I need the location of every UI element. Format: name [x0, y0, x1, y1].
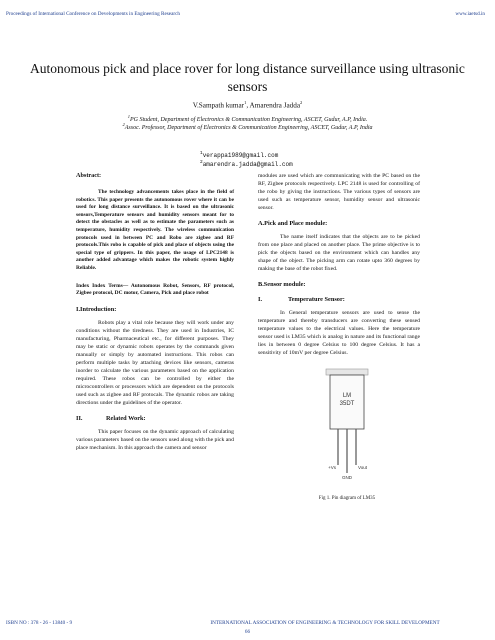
author-1-sup: 1: [244, 100, 247, 105]
author-sep: ,: [246, 101, 250, 110]
affiliation-2-sup: 2: [122, 122, 125, 127]
affiliation-1-sup: 1: [127, 114, 130, 119]
right-intro-text: modules are used which are communicating with the PC based on the RF, Zigbee protocols respectively. LPC 2148 is used for controlling of the robo by giving the instructions. The various types of sensors are used such as temperature sensor, humidity sensor and ultrasonic sensor.: [258, 173, 420, 211]
email-1-text: verappa1989@gmail.com: [202, 152, 279, 159]
email-block: [200, 150, 350, 168]
lm35-top-tab: [326, 369, 368, 375]
running-header-left: Proceedings of International Conference on Developments in Engineering Research: [6, 11, 181, 17]
intro-text: Robots play a vital role because they will work under any conditions without the tiredness. They are used in Industries, IC manufacturing, Pharmaceutical etc., for different purposes. They may be static or dynamic robots operates by the commands given manually or simply by automated instructions. This robos can perform multiple tasks by attaching devices like sensors, cameras inorder to calculate the various parameters based on the application required. These robos can be controlled by either the microcontrollers or processors which are dependent on the protocols used such as zigbee and RF protocals. The dynamic robos are taking directions under the guidelines of the operator.: [76, 319, 234, 406]
intro-heading: I.Introduction:: [76, 305, 117, 313]
sensor-module-heading: B.Sensor module:: [258, 281, 306, 288]
email-1: [200, 150, 350, 159]
index-terms: Index Index Terms— Autonomous Robot, Sensors, RF protocol, Zigbee protocol, DC motor, Camera, Pick and place robot: [76, 282, 234, 297]
author-1: V.Sampath kumar: [192, 101, 245, 110]
email-1-sup: 1: [200, 151, 203, 156]
footer-isbn: ISBN NO : 378 - 26 - 13840 - 9: [6, 620, 73, 626]
abstract-heading: Abstract:: [76, 172, 102, 179]
paper-title: Autonomous pick and place rover for long distance surveillance using ultrasonic sensors: [30, 61, 465, 94]
lm35-pin-diagram: [258, 357, 420, 507]
lm35-figure: [258, 357, 420, 507]
pin-label-vs: +Vs: [328, 465, 336, 470]
affiliation-1-text: PG Student, Department of Electronics & Communication Engineering, ASCET, Gudur, A.P, India.: [129, 117, 368, 123]
author-2: Amarendra Jadda: [249, 101, 301, 110]
related-heading: [76, 415, 234, 422]
email-2-text: amarendra.jadda@gmail.com: [202, 161, 293, 168]
affiliation-2: [20, 122, 475, 131]
temperature-heading: [258, 296, 420, 303]
pick-place-text: The name itself indicates that the objects are to be picked from one place and placed on another place. The prime objective is to pick the objects based on the environment which can handles any shape of the object. The picking arm can rotate upto 360 degrees by making the base of the robot fixed.: [258, 234, 420, 272]
lm35-label-line1: LM: [342, 393, 352, 399]
pin-label-vout: Vout: [358, 465, 368, 470]
related-text: This paper focuses on the dynamic approach of calculating various parameters based on the sensors used along with the pick and place mechanism. In this approach the camera and sensor: [76, 428, 234, 451]
figure-caption: Fig 1. Pin diagram of LM35: [318, 496, 376, 501]
temperature-title: Temperature Sensor:: [288, 296, 345, 303]
email-2-sup: 2: [200, 160, 203, 165]
affiliation-2-text: Assoc. Professor, Department of Electronics & Communication Engineering, ASCET, Gudur, A.P, India: [124, 125, 373, 131]
left-column: [76, 172, 234, 452]
temperature-number: I.: [258, 296, 263, 303]
related-number: II.: [76, 414, 83, 422]
right-column: [258, 172, 420, 507]
pick-place-heading: A.Pick and Place module:: [258, 220, 328, 227]
footer-association: INTERNATIONAL ASSOCIATION OF ENGINEERING & TECHNOLOGY FOR SKILL DEVELOPMENT: [210, 620, 440, 626]
abstract-text: The technology advancements takes place in the field of robotics. This paper presents the autonomous rover where it can be used for long distance surveillance. It is based on the ultrasonic sensors,Temperature sensors and humidity sensors meant for to detect the obstacles as well as to estimate the parameters such as temperature, humidity respectively. The wireless communication protocols used in between PC and Robo are zigbee and RF protocols.This robo is capable of pick and place of objects using the special type of grippers. In this paper, the usage of LPC2148 is another added advantage which makes the robotic system highly Reliable.: [76, 189, 234, 271]
temperature-text: In General temperature sensors are used to sense the temperature and thereby transducers are converting these sensed temperature values to the electrical values. Here the temperature sensor used is LM35 which is analog in nature and its functional range lies in between 0 degree Celsius to 100 degree Celsius. It has a sensitivity of 10mV per degree Celsius.: [258, 310, 420, 356]
lm35-label-line2: 35DT: [339, 401, 355, 407]
author-line: [30, 100, 465, 109]
running-header-right: www.iaetsd.in: [455, 11, 485, 17]
pin-label-gnd: GND: [342, 475, 352, 480]
related-title: Related Work:: [106, 414, 146, 422]
email-2: [200, 159, 350, 168]
author-2-sup: 2: [300, 100, 303, 105]
page-number: 66: [244, 629, 251, 635]
